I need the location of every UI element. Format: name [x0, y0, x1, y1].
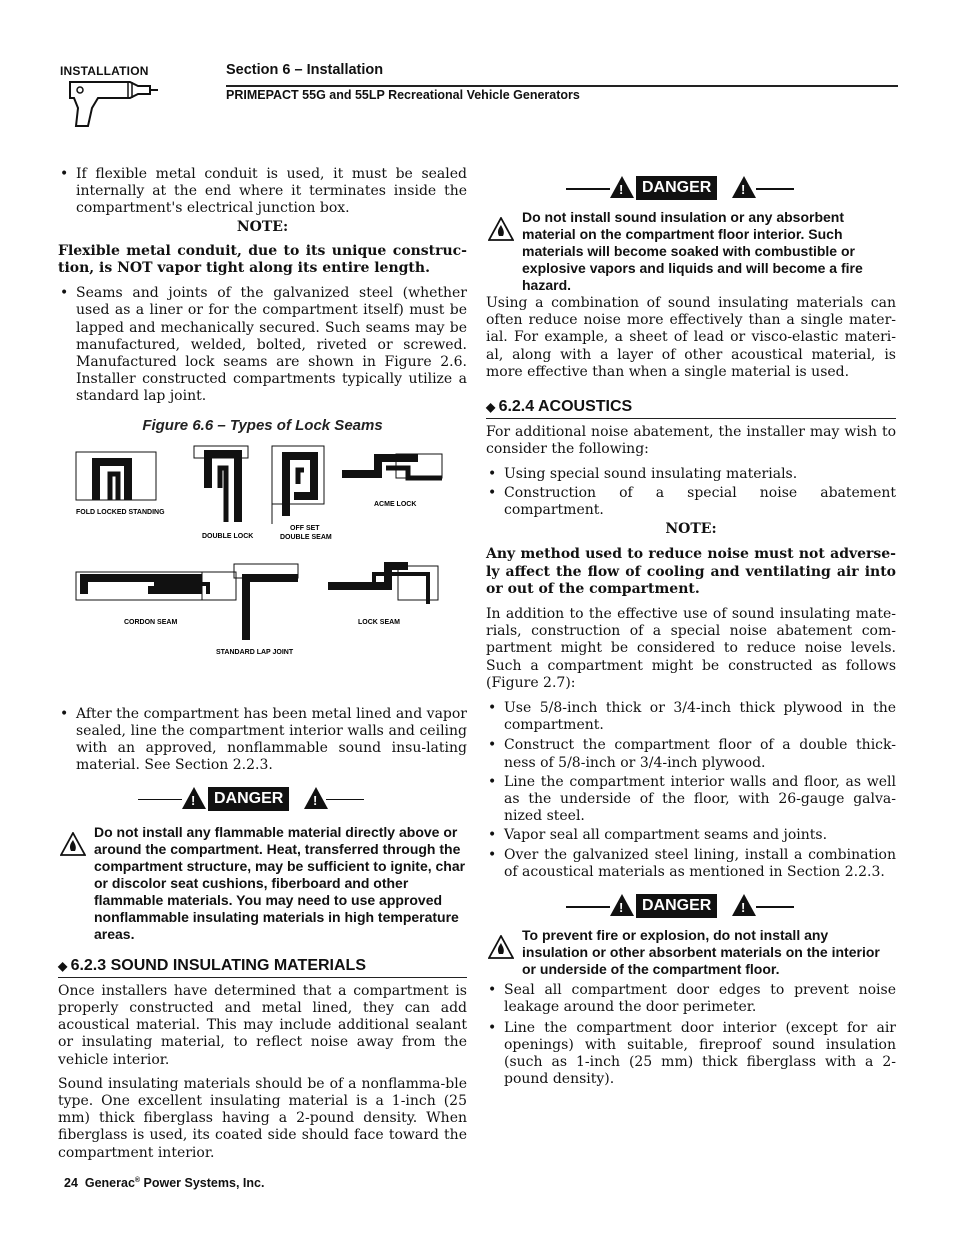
- warning-triangle-icon: !: [304, 787, 328, 809]
- left-column: [58, 166, 467, 1162]
- fire-hazard-icon: [488, 935, 514, 959]
- para-insulating-1: Once installers have determined that a compartment is properly constructed and metal lined, they can add acoustical material. This may include additional sealant or insulating material, to reflect noise away from the vehicle interior.: [58, 982, 467, 1068]
- page-number: 24: [64, 1176, 78, 1190]
- para-insulating-2: Sound insulating materials should be of a nonflamma-ble type. One excellent insulating material is a 1-inch (25 mm) thick fiberglass having a 2-pound density. When fiberglass is used, its coated side should face toward the compartment interior.: [58, 1075, 467, 1161]
- double-lock-seam: [194, 446, 248, 522]
- offset-double-seam: [272, 446, 324, 524]
- note-label: NOTE:: [236, 218, 289, 235]
- label-fold: FOLD LOCKED STANDING: [76, 508, 165, 516]
- label-double-lock: DOUBLE LOCK: [202, 532, 254, 540]
- warning-triangle-icon: !: [610, 176, 634, 198]
- note-text: Any method used to reduce noise must not adverse-ly affect the flow of cooling and ventilating air into or out of the compartment.: [486, 546, 896, 597]
- danger-banner-2: [486, 176, 896, 202]
- danger-text-1: Do not install any flammable material directly above or around the compartment. Heat, transferred through the compartment structure, may be sufficient to ignite, char or discolor seat cushions, fiberboard and other flammable materials. You may need to use approved nonflammable insulating materials in high temperature areas.: [58, 824, 467, 943]
- company-name-rest: Power Systems, Inc.: [140, 1176, 265, 1190]
- bullet-construction: • Construction of a special noise abatement compartment.: [486, 485, 896, 519]
- danger-text-2: Do not install sound insulation or any absorbent material on the compartment floor interior. Such materials will become soaked with combustible or explosive vapors and liquids and will become a fire hazard.: [486, 209, 896, 294]
- bullet-vapor-seal: • Vapor seal all compartment seams and joints.: [486, 827, 896, 844]
- bullet-steel: • Line the compartment interior walls and floor, as well as the underside of the floor, with 26-gauge galva-nized steel.: [486, 774, 896, 826]
- cordon-seam: [76, 572, 236, 600]
- standard-lap-joint: [234, 564, 298, 640]
- bullet-door-edges: • Seal all compartment door edges to prevent noise leakage around the door perimeter.: [486, 982, 896, 1016]
- bullet-special-materials: • Using special sound insulating materials.: [486, 466, 896, 483]
- label-cordon: CORDON SEAM: [124, 618, 178, 626]
- label-offset-1: OFF SET: [290, 524, 320, 532]
- diamond-bullet-icon: ◆: [58, 958, 71, 973]
- danger-banner-1: [58, 787, 467, 813]
- para-combination: Using a combination of sound insulating materials can often reduce noise more effectively than a single mater-ial. For example, a sheet of lead or visco-elastic materi-al, along with a layer of other acoustical material, is more effective than when a single material is used.: [486, 295, 896, 380]
- label-offset-2: DOUBLE SEAM: [280, 533, 332, 541]
- label-lap: STANDARD LAP JOINT: [216, 648, 294, 656]
- heading-6-2-4: ◆ 6.2.4 ACOUSTICS: [486, 398, 896, 419]
- label-acme: ACME LOCK: [374, 500, 417, 508]
- section-title: Section 6 – Installation: [226, 62, 384, 78]
- right-column: [486, 176, 896, 1088]
- bullet-lining: • After the compartment has been metal lined and vapor sealed, line the compartment interior walls and ceiling with an approved, nonflammable sound insu-lating material. See Section 2.2.3.: [58, 706, 467, 775]
- warning-triangle-icon: !: [732, 176, 756, 198]
- warning-triangle-icon: !: [732, 894, 756, 916]
- page-footer: [64, 1176, 264, 1190]
- danger-text-3: To prevent fire or explosion, do not install any insulation or other absorbent materials on the interior or underside of the compartment floor.: [486, 927, 896, 978]
- danger-label: DANGER: [636, 894, 717, 918]
- fold-locked-standing-seam: [76, 452, 156, 500]
- para-abatement: For additional noise abatement, the installer may wish to consider the following:: [486, 424, 896, 458]
- note-label: NOTE:: [665, 521, 717, 538]
- danger-label: DANGER: [208, 787, 289, 811]
- lock-seam: [328, 566, 438, 604]
- figure-title: Figure 6.6 – Types of Lock Seams: [142, 416, 383, 434]
- warning-triangle-icon: !: [182, 787, 206, 809]
- danger-label: DANGER: [636, 176, 717, 200]
- installation-logo: [58, 60, 168, 130]
- danger-banner-3: [486, 894, 896, 920]
- fire-hazard-icon: [488, 217, 514, 241]
- drill-icon: [58, 60, 168, 130]
- warning-triangle-icon: !: [610, 894, 634, 916]
- note-text: Flexible metal conduit, due to its unique construc-tion, is NOT vapor tight along its entire length.: [58, 242, 467, 277]
- bullet-acoustical: • Over the galvanized steel lining, install a combination of acoustical materials as mentioned in Section 2.2.3.: [486, 847, 896, 881]
- acme-lock-seam: [342, 454, 442, 478]
- company-name: Generac: [84, 1176, 135, 1190]
- diamond-bullet-icon: ◆: [486, 400, 499, 415]
- header-rule: [226, 85, 898, 87]
- label-lock: LOCK SEAM: [358, 618, 400, 626]
- fire-hazard-icon: [60, 832, 86, 856]
- heading-6-2-3: ◆ 6.2.3 SOUND INSULATING MATERIALS: [58, 957, 467, 978]
- bullet-door-interior: • Line the compartment door interior (except for air openings) with suitable, fireproof sound insulation (such as 1-inch (25 mm) thick fiberglass with a 2-pound density).: [486, 1020, 896, 1089]
- bullet-conduit: • If flexible metal conduit is used, it must be sealed internally at the end where it terminates inside the compartment's electrical junction box.: [58, 166, 467, 218]
- lock-seams-diagram: [58, 444, 467, 694]
- bullet-seams: • Seams and joints of the galvanized steel (whether used as a liner or for the compartment itself) must be lapped and mechanically secured. Such seams may be manufactured, welded, bolted, riveted or screwed. Manufactured lock seams are shown in Figure 2.6. Installer constructed compartments typically utilize a standard lap joint.: [58, 285, 467, 405]
- registered-mark: ®: [134, 1176, 141, 1184]
- bullet-floor: • Construct the compartment floor of a double thick-ness of 5/8-inch or 3/4-inch plywood.: [486, 737, 896, 771]
- para-special-compartment: In addition to the effective use of sound insulating mate-rials, construction of a special noise abatement com-partment might be considered to reduce noise levels. Such a compartment might be constructed as follows (Figure 2.7):: [486, 606, 896, 691]
- logo-text: INSTALLATION: [60, 64, 149, 78]
- bullet-plywood: • Use 5/8-inch thick or 3/4-inch thick plywood in the compartment.: [486, 700, 896, 734]
- lock-seams-figure: [58, 444, 467, 694]
- document-subtitle: PRIMEPACT 55G and 55LP Recreational Vehicle Generators: [226, 88, 580, 102]
